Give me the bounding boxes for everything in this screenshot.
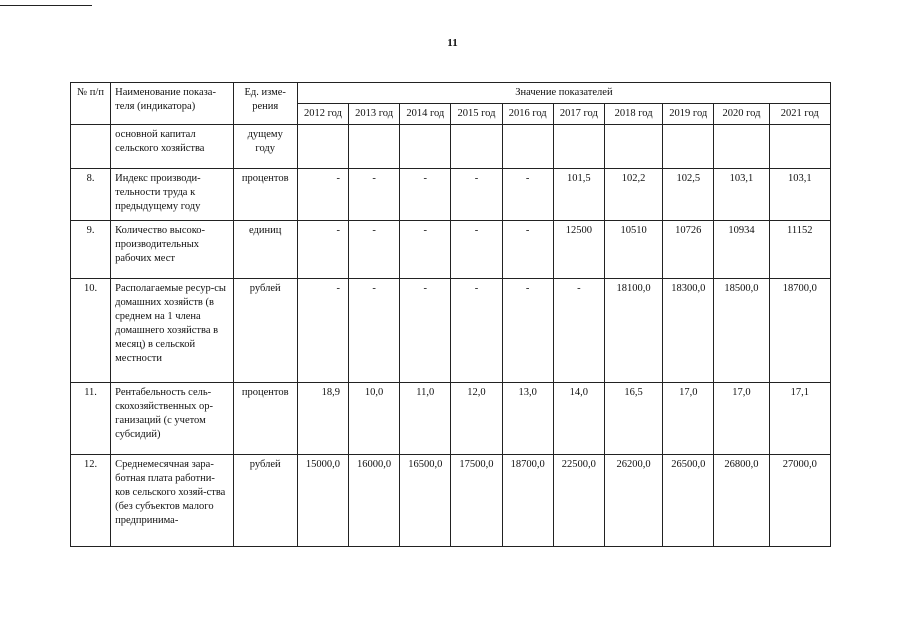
row-value: 101,5 — [553, 169, 604, 221]
header-year: 2018 год — [604, 104, 662, 125]
row-value: - — [502, 279, 553, 383]
row-value — [400, 125, 451, 169]
row-value — [502, 125, 553, 169]
row-value: 26200,0 — [604, 455, 662, 547]
row-unit: процентов — [233, 169, 297, 221]
header-unit: Ед. изме-рения — [233, 83, 297, 125]
row-value — [297, 125, 348, 169]
header-year: 2021 год — [769, 104, 830, 125]
row-value: - — [451, 221, 502, 279]
row-value: - — [349, 169, 400, 221]
top-rule — [0, 5, 92, 6]
row-name: Располагаемые ресур-сы домашних хозяйств (в среднем на 1 члена домашнего хозяйства в месяц) в сельской местности — [111, 279, 233, 383]
row-value: 15000,0 — [297, 455, 348, 547]
table-row — [71, 455, 831, 547]
row-num: 9. — [71, 221, 111, 279]
row-value: - — [553, 279, 604, 383]
table-row — [71, 383, 831, 455]
row-name: Индекс производи-тельности труда к предыдущему году — [111, 169, 233, 221]
header-values-group: Значение показателей — [297, 83, 830, 104]
row-value: 18700,0 — [769, 279, 830, 383]
header-num: № п/п — [71, 83, 111, 125]
row-value — [553, 125, 604, 169]
row-value: - — [297, 169, 348, 221]
table-row — [71, 125, 831, 169]
row-unit: рублей — [233, 279, 297, 383]
header-year: 2015 год — [451, 104, 502, 125]
page-number: 11 — [447, 37, 458, 49]
row-value: - — [451, 279, 502, 383]
row-value: 16500,0 — [400, 455, 451, 547]
row-name: Рентабельность сель-скохозяйственных ор-ганизаций (с учетом субсидий) — [111, 383, 233, 455]
row-value: 18700,0 — [502, 455, 553, 547]
header-year: 2014 год — [400, 104, 451, 125]
row-value: 18500,0 — [714, 279, 769, 383]
header-row — [71, 83, 831, 104]
table-row — [71, 279, 831, 383]
row-value: 22500,0 — [553, 455, 604, 547]
row-name: Среднемесячная зара-ботная плата работни-ков сельского хозяй-ства (без субъектов малого предпринима- — [111, 455, 233, 547]
header-year: 2016 год — [502, 104, 553, 125]
row-value: 14,0 — [553, 383, 604, 455]
row-value: 12,0 — [451, 383, 502, 455]
row-value: 18,9 — [297, 383, 348, 455]
row-value: 102,5 — [663, 169, 714, 221]
row-name: основной капитал сельского хозяйства — [111, 125, 233, 169]
table-row — [71, 169, 831, 221]
row-value: 27000,0 — [769, 455, 830, 547]
row-value — [349, 125, 400, 169]
row-value: 16,5 — [604, 383, 662, 455]
row-value: 17,1 — [769, 383, 830, 455]
row-value — [663, 125, 714, 169]
row-value — [714, 125, 769, 169]
row-value: 11152 — [769, 221, 830, 279]
row-num — [71, 125, 111, 169]
header-year: 2013 год — [349, 104, 400, 125]
row-value: - — [349, 221, 400, 279]
row-value: 13,0 — [502, 383, 553, 455]
row-value — [769, 125, 830, 169]
row-value: 103,1 — [714, 169, 769, 221]
row-value: - — [400, 279, 451, 383]
row-value: - — [502, 221, 553, 279]
indicators-table — [70, 82, 831, 547]
header-year: 2012 год — [297, 104, 348, 125]
row-value: - — [400, 169, 451, 221]
row-num: 11. — [71, 383, 111, 455]
row-num: 12. — [71, 455, 111, 547]
row-unit: рублей — [233, 455, 297, 547]
row-value: 103,1 — [769, 169, 830, 221]
header-year: 2020 год — [714, 104, 769, 125]
header-year: 2019 год — [663, 104, 714, 125]
row-value: - — [297, 279, 348, 383]
row-value: - — [502, 169, 553, 221]
row-value: 10510 — [604, 221, 662, 279]
row-value: - — [451, 169, 502, 221]
row-value: 18300,0 — [663, 279, 714, 383]
row-value — [604, 125, 662, 169]
header-year: 2017 год — [553, 104, 604, 125]
row-value: 18100,0 — [604, 279, 662, 383]
header-name: Наименование показа-теля (индикатора) — [111, 83, 233, 125]
row-value — [451, 125, 502, 169]
row-num: 10. — [71, 279, 111, 383]
row-value: 102,2 — [604, 169, 662, 221]
row-value: 10726 — [663, 221, 714, 279]
row-value: 17500,0 — [451, 455, 502, 547]
row-value: 17,0 — [663, 383, 714, 455]
row-unit: процентов — [233, 383, 297, 455]
row-num: 8. — [71, 169, 111, 221]
row-value: 26500,0 — [663, 455, 714, 547]
row-value: 10934 — [714, 221, 769, 279]
row-value: - — [297, 221, 348, 279]
row-value: 17,0 — [714, 383, 769, 455]
table-row — [71, 221, 831, 279]
row-value: - — [400, 221, 451, 279]
row-value: 16000,0 — [349, 455, 400, 547]
row-value: 26800,0 — [714, 455, 769, 547]
row-value: 11,0 — [400, 383, 451, 455]
row-unit: дущему году — [233, 125, 297, 169]
row-value: 10,0 — [349, 383, 400, 455]
row-name: Количество высоко-производительных рабочих мест — [111, 221, 233, 279]
row-unit: единиц — [233, 221, 297, 279]
row-value: - — [349, 279, 400, 383]
row-value: 12500 — [553, 221, 604, 279]
